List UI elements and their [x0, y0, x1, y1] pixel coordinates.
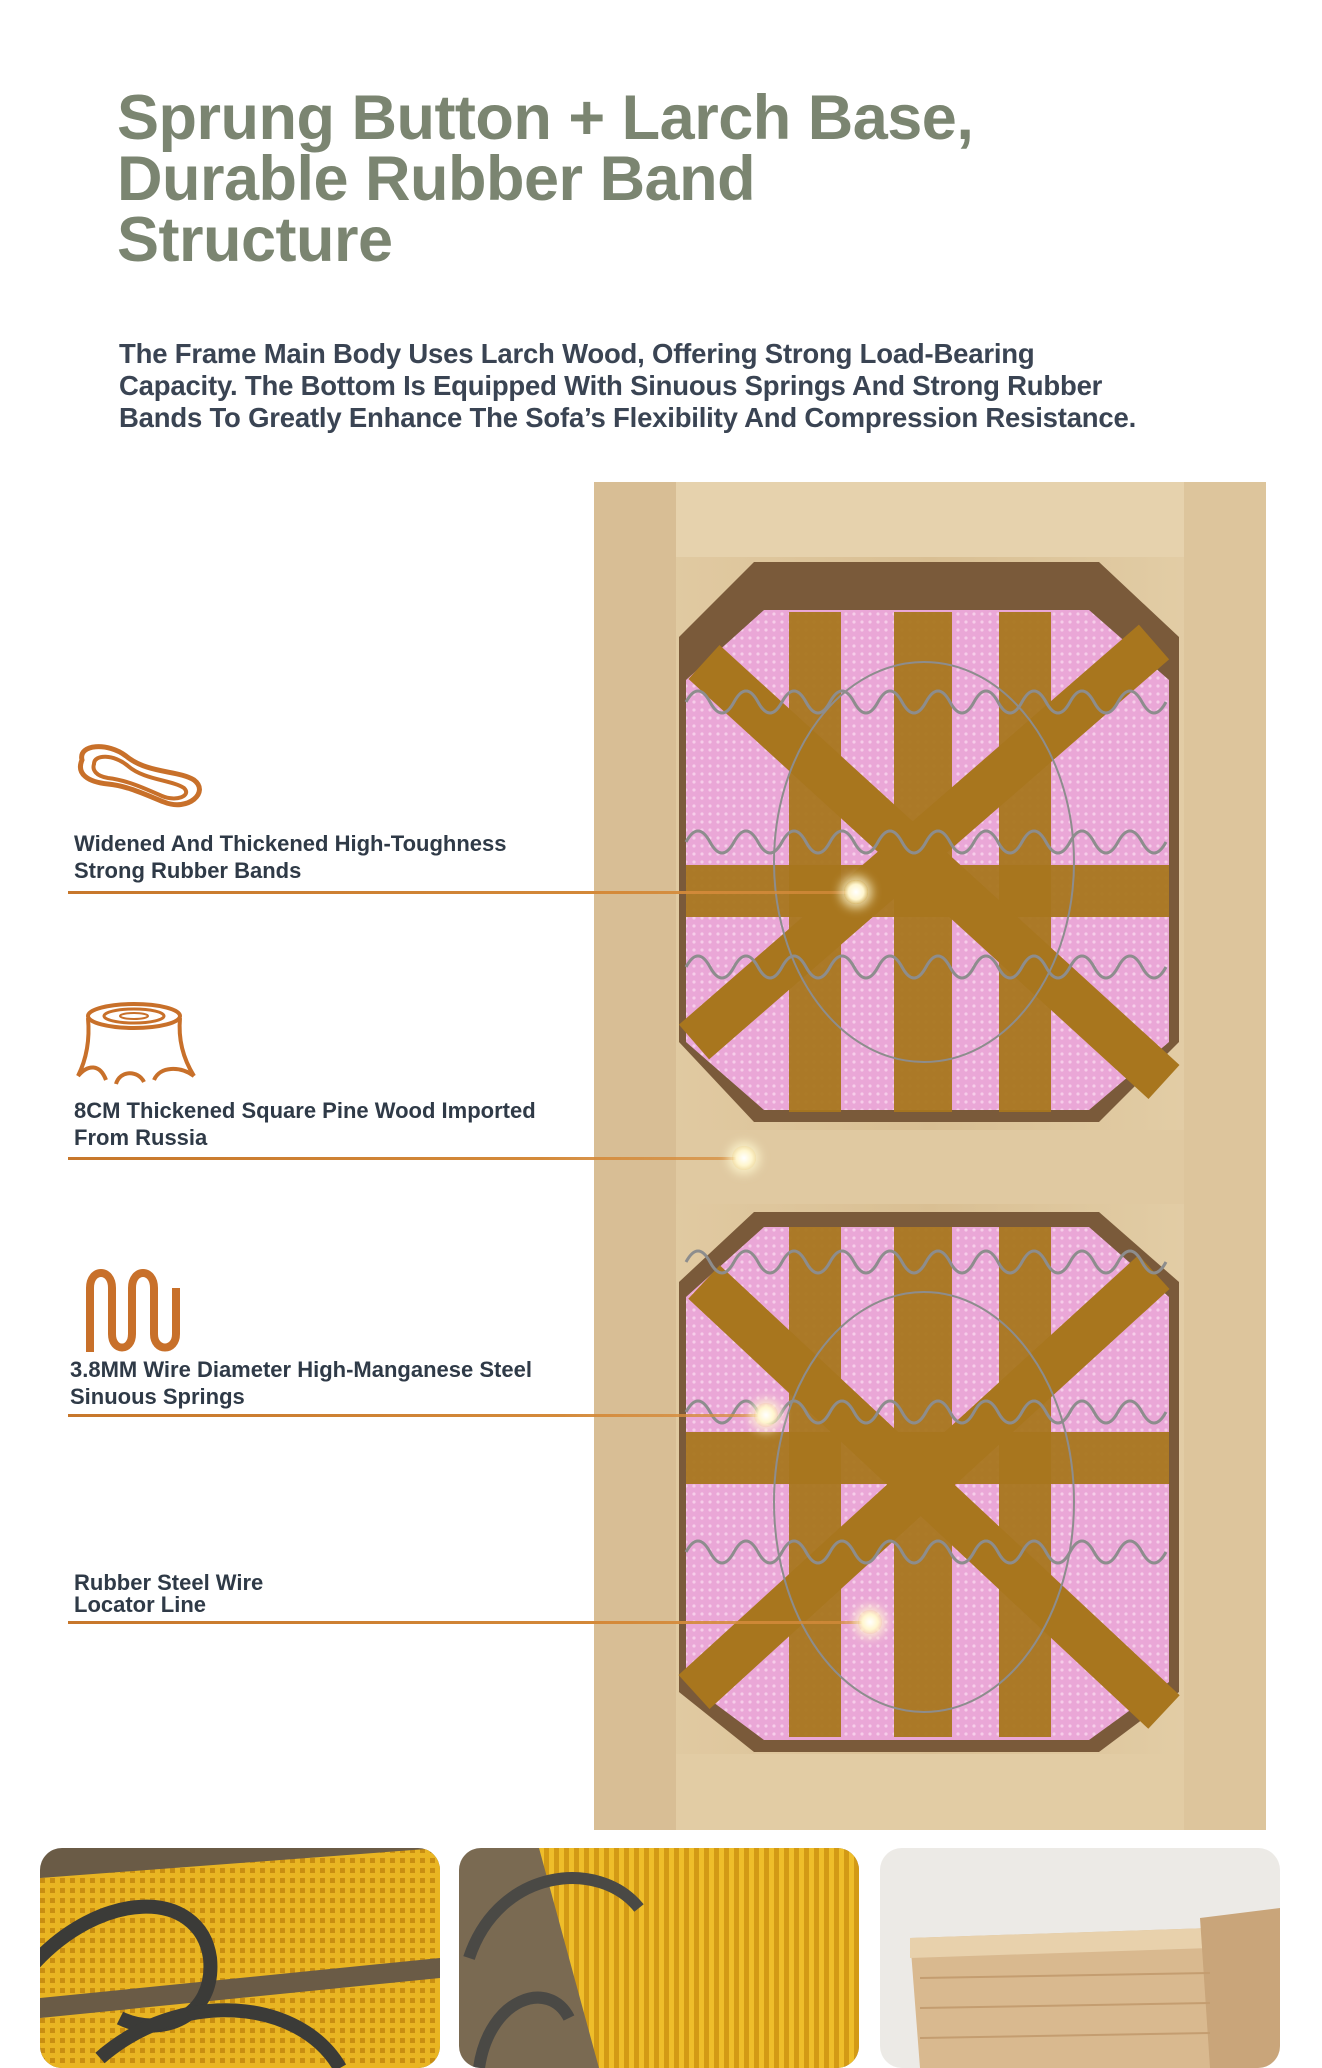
callout-label [74, 830, 634, 884]
pine-wood-closeup-image [880, 1848, 1280, 2068]
wood-stump-icon [68, 1000, 208, 1092]
callout-marker-dot [732, 1146, 756, 1170]
title-line-2: Durable Rubber Band [117, 144, 756, 214]
callout-label [74, 1097, 634, 1151]
callout-marker-dot [844, 880, 868, 904]
callout-label-line-1: Widened And Thickened High-Toughness [74, 831, 507, 856]
rubber-band-closeup-image [40, 1848, 440, 2068]
spring-closeup-image [459, 1848, 859, 2068]
callout-marker-dot [858, 1610, 882, 1634]
callout-label-line-2: Sinuous Springs [70, 1384, 245, 1409]
callout-label-line-2: Locator Line [74, 1592, 207, 1617]
callout-label-line-1: 3.8MM Wire Diameter High-Manganese Steel [70, 1357, 532, 1382]
callout-label [70, 1356, 630, 1410]
description-line-1: The Frame Main Body Uses Larch Wood, Offering Strong Load-Bearing [119, 338, 1035, 369]
description-line-3: Bands To Greatly Enhance The Sofa’s Flexibility And Compression Resistance. [119, 402, 1137, 433]
callout-marker-dot [754, 1403, 778, 1427]
product-description [119, 338, 1219, 434]
rubber-band-icon [68, 740, 208, 824]
title-line-1: Sprung Button + Larch Base, [117, 83, 974, 153]
callout-label-line-2: From Russia [74, 1125, 208, 1150]
lower-spring-panel [679, 1212, 1179, 1752]
sofa-frame-image [594, 482, 1266, 1830]
upper-spring-panel [679, 562, 1179, 1122]
page-title [117, 83, 1017, 275]
callout-leader-line [68, 1414, 766, 1417]
callout-leader-line [68, 1157, 743, 1160]
description-line-2: Capacity. The Bottom Is Equipped With Sinuous Springs And Strong Rubber [119, 370, 1103, 401]
callout-label-line-1: Rubber Steel Wire [74, 1570, 264, 1595]
spring-wave-icon [84, 1268, 184, 1354]
callout-label-line-1: 8CM Thickened Square Pine Wood Imported [74, 1098, 536, 1123]
callout-leader-line [68, 891, 858, 894]
callout-leader-line [68, 1621, 868, 1624]
callout-label [74, 1572, 634, 1616]
callout-label-line-2: Strong Rubber Bands [74, 858, 302, 883]
title-line-3: Structure [117, 205, 393, 275]
